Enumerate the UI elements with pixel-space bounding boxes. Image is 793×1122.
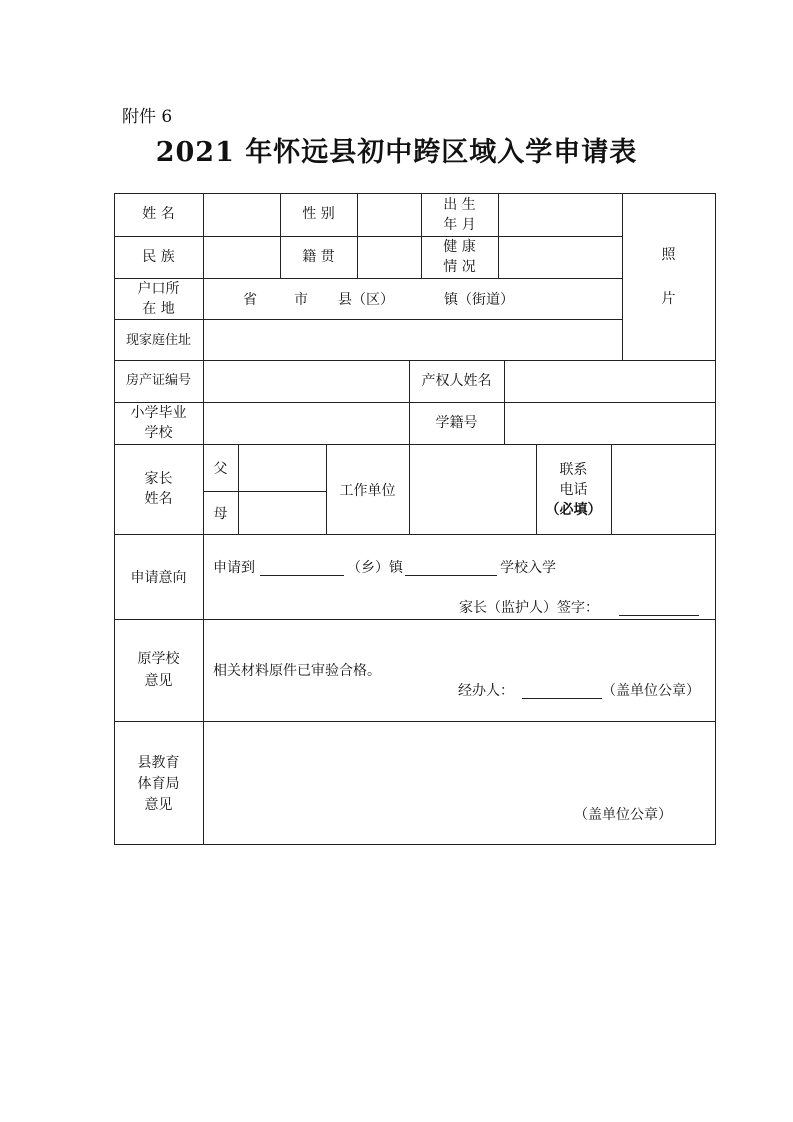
grid-line	[357, 193, 358, 278]
intent-township: （乡）镇	[347, 560, 403, 576]
work-unit-label: 工作单位	[339, 483, 396, 499]
grid-line	[204, 491, 326, 492]
student-id-label: 学籍号	[435, 415, 478, 431]
grid-line	[409, 444, 410, 534]
orig-school-label-2: 意见	[144, 673, 173, 689]
grid-line	[504, 360, 505, 444]
intent-label: 申请意向	[130, 570, 187, 586]
grid-line	[114, 619, 715, 620]
native-place-label: 籍 贯	[302, 249, 335, 265]
handler-signature-blank[interactable]	[522, 684, 602, 699]
orig-school-seal: （盖单位公章）	[602, 683, 700, 699]
grid-line	[114, 721, 715, 722]
grid-line	[114, 360, 715, 361]
hukou-town: 镇（街道）	[444, 292, 514, 308]
father-label: 父	[213, 461, 228, 477]
school-blank[interactable]	[405, 561, 497, 576]
township-blank[interactable]	[260, 561, 344, 576]
phone-label-1: 联系	[559, 462, 588, 478]
parent-label-1: 家长	[144, 471, 173, 487]
guardian-sign-label: 家长（监护人）签字：	[459, 600, 599, 616]
grid-line	[114, 444, 715, 445]
grid-line	[498, 193, 499, 278]
name-label: 姓 名	[142, 206, 175, 222]
grid-line	[238, 444, 239, 534]
parent-label-2: 姓名	[144, 491, 173, 507]
property-cert-label: 房产证编号	[125, 373, 191, 388]
photo-label-1: 照	[661, 247, 676, 263]
intent-apply-to: 申请到	[213, 560, 255, 576]
hukou-province: 省	[243, 292, 257, 308]
orig-school-label-1: 原学校	[137, 651, 180, 667]
intent-school: 学校入学	[500, 560, 556, 576]
address-label: 现家庭住址	[125, 333, 191, 348]
birth-label-1: 出 生	[443, 197, 476, 213]
edu-bureau-label-3: 意见	[144, 797, 173, 813]
grid-line	[622, 193, 623, 360]
photo-label-2: 片	[661, 291, 676, 307]
grid-line	[114, 236, 622, 237]
grid-line	[114, 402, 715, 403]
phone-label-2: 电话	[559, 482, 588, 498]
hukou-city: 市	[294, 292, 308, 308]
attachment-label: 附件 6	[122, 107, 173, 127]
grid-line	[114, 534, 715, 535]
health-label-2: 情 况	[443, 259, 476, 275]
mother-label: 母	[213, 506, 228, 522]
guardian-signature-blank[interactable]	[619, 601, 699, 616]
hukou-label-2: 在 地	[142, 301, 175, 317]
edu-bureau-label-1: 县教育	[137, 755, 180, 771]
edu-bureau-seal: （盖单位公章）	[574, 807, 672, 823]
phone-required-note: （必填）	[545, 502, 602, 518]
application-form-table	[114, 193, 716, 845]
grid-line	[114, 319, 622, 320]
hukou-label-1: 户口所	[137, 281, 180, 297]
edu-bureau-label-2: 体育局	[137, 776, 180, 792]
handler-label: 经办人：	[458, 683, 514, 699]
owner-name-label: 产权人姓名	[421, 373, 492, 389]
form-title: 2021 年怀远县初中跨区域入学申请表	[155, 137, 638, 168]
birth-label-2: 年 月	[443, 217, 476, 233]
hukou-county: 县（区）	[338, 292, 394, 308]
primary-school-label-1: 小学毕业	[130, 405, 187, 421]
primary-school-label-2: 学校	[144, 425, 173, 441]
ethnicity-label: 民 族	[142, 249, 175, 265]
grid-line	[611, 444, 612, 534]
health-label-1: 健 康	[443, 239, 476, 255]
orig-school-text: 相关材料原件已审验合格。	[213, 663, 381, 679]
gender-label: 性 别	[302, 206, 335, 222]
